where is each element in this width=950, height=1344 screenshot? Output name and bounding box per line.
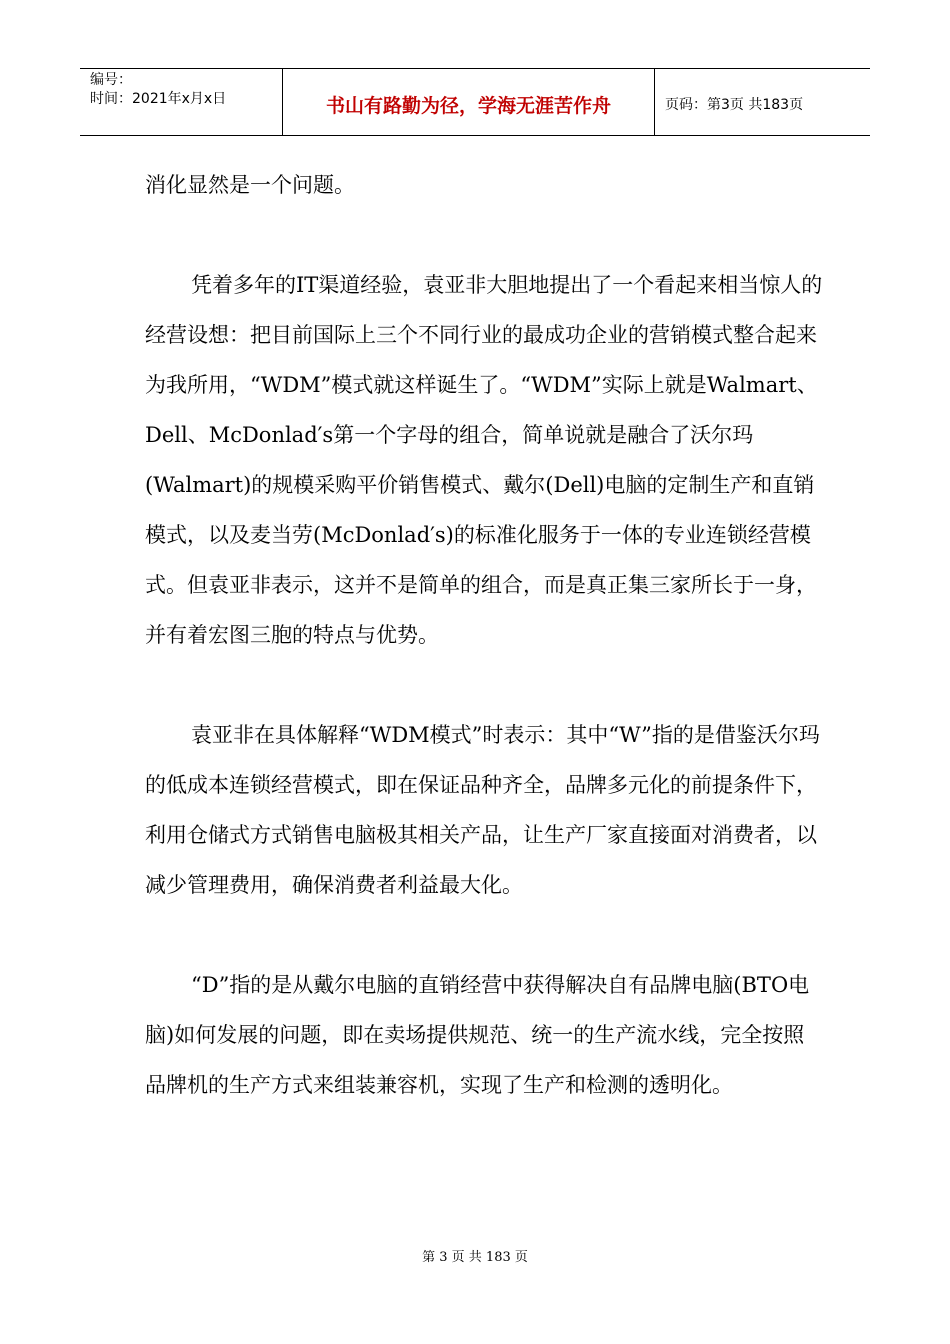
header-page-info: 页码：第3页 共183页: [665, 97, 804, 113]
header-motto: 书山有路勤为径，学海无涯苦作舟: [283, 69, 655, 135]
time-label: 时间：2021年x月x日: [90, 91, 227, 107]
document-body: [145, 160, 825, 1110]
paragraph: 袁亚非在具体解释“WDM模式”时表示：其中“W”指的是借鉴沃尔玛的低成本连锁经营模式，即在保证品种齐全，品牌多元化的前提条件下，利用仓储式方式销售电脑极其相关产品，让生产厂家直接面对消费者，以减少管理费用，确保消费者利益最大化。: [145, 723, 820, 897]
number-label: 编号：: [90, 72, 132, 88]
page-header: [80, 68, 870, 136]
paragraph: “D”指的是从戴尔电脑的直销经营中获得解决自有品牌电脑(BTO电脑)如何发展的问题，即在卖场提供规范、统一的生产流水线，完全按照品牌机的生产方式来组装兼容机，实现了生产和检测的透明化。: [145, 973, 810, 1097]
page-footer: 第 3 页 共 183 页: [422, 1250, 528, 1265]
header-meta: [80, 69, 283, 135]
paragraph: 消化显然是一个问题。: [145, 173, 355, 197]
paragraph: 凭着多年的IT渠道经验，袁亚非大胆地提出了一个看起来相当惊人的经营设想：把目前国际上三个不同行业的最成功企业的营销模式整合起来为我所用，“WDM”模式就这样诞生了。“WDM”实际上就是Walmart、Dell、McDonlad′s第一个字母的组合，简单说就是融合了沃尔玛(Walmart)的规模采购平价销售模式、戴尔(Dell)电脑的定制生产和直销模式，以及麦当劳(McDonlad′s)的标准化服务于一体的专业连锁经营模式。但袁亚非表示，这并不是简单的组合，而是真正集三家所长于一身，并有着宏图三胞的特点与优势。: [145, 273, 823, 647]
